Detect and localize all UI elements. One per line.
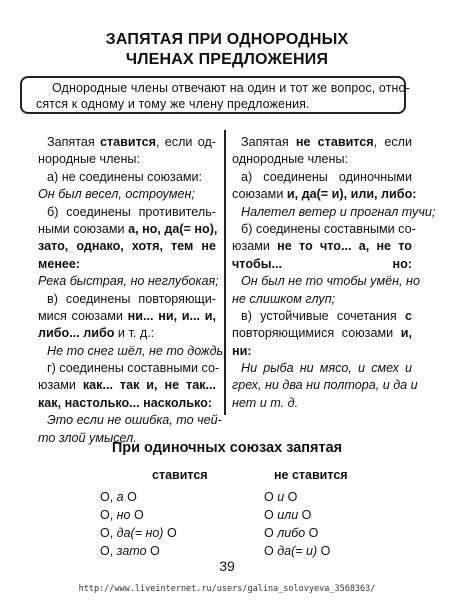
rule-text-line: менее: [38, 256, 81, 271]
rule-text-line: ными союзами а, но, да(= но), [38, 221, 218, 236]
comma-required-header: ставится [152, 468, 208, 482]
pattern-item: О, зато О [100, 544, 160, 558]
rule-text-line: г) соединены составными со- [47, 361, 220, 376]
comma-required-column [38, 134, 227, 447]
example-line: Не то снег шёл, не то дождь; [47, 343, 227, 358]
rule-text-line: зато, однако, хотя, тем не [38, 239, 216, 254]
rule-text-line: либо... либо и т. д.: [38, 326, 155, 341]
page-title-line-2: ЧЛЕНАХ ПРЕДЛОЖЕНИЯ [125, 51, 329, 68]
example-line: не слишком глуп; [232, 291, 336, 306]
rule-text-line: а) соединены одиночными [241, 169, 412, 184]
pattern-item: О да(= и) О [264, 544, 331, 558]
example-line: то злой умысел. [38, 430, 137, 445]
example-line: нет и т. д. [232, 395, 299, 410]
pattern-item: О или О [264, 508, 312, 522]
example-line: Река быстрая, но неглубокая; [38, 274, 219, 289]
comma-required-pattern-list [100, 488, 177, 560]
example-line: Налетел ветер и прогнал тучи; [241, 204, 436, 219]
column-divider [224, 130, 226, 415]
rule-text-line: а) не соединены союзами: [47, 169, 203, 184]
comma-not-required-column [232, 134, 436, 412]
pattern-item: О и О [264, 490, 298, 504]
definition-box [20, 76, 410, 114]
rule-text-line: однородные члены: [232, 152, 349, 167]
example-line: Это если не ошибка, то чей- [47, 413, 222, 428]
rule-text-line: как, настолько... насколько: [38, 395, 213, 410]
comma-not-required-pattern-list [264, 488, 330, 560]
rule-text-line: нородные члены: [38, 152, 140, 167]
example-line: грех, ни два ни полтора, и да и [232, 378, 418, 393]
page-number: 39 [219, 558, 235, 574]
pattern-item: О либо О [264, 526, 319, 540]
pattern-item: О, а О [100, 490, 137, 504]
rule-text-line: б) соединены противитель- [47, 204, 216, 219]
example-line: Ни рыба ни мясо, и смех и [241, 361, 412, 376]
rule-text-line: Запятая не ставится, если [241, 135, 413, 149]
rule-text-line: в) соединены повторяющи- [47, 291, 216, 306]
comma-not-required-header: не ставится [274, 468, 348, 482]
page-title-line-1: ЗАПЯТАЯ ПРИ ОДНОРОДНЫХ [105, 31, 349, 48]
rule-text-line: в) устойчивые сочетания с [241, 308, 412, 323]
definition-line-1: Однородные члены отвечают на один и тот же вопрос, отно- [52, 81, 410, 95]
single-conjunction-title: При одиночных союзах запятая [111, 440, 343, 456]
rule-text-line: ни: [232, 343, 252, 358]
rule-text-line: юзами как... так и, не так... [38, 378, 216, 393]
pattern-item: О, да(= но) О [100, 526, 177, 540]
example-line: Он был не то чтобы умён, но [241, 274, 420, 289]
rule-text-line: повторяющимися союзами и, [232, 326, 412, 341]
rule-text-line: Запятая ставится, если од- [47, 135, 217, 149]
rule-text-line: юзами не то что... а, не то чтобы... но: [232, 239, 412, 271]
page-title [0, 30, 454, 70]
rule-text-line: союзами и, да(= и), или, либо: [232, 187, 417, 202]
example-line: Он был весел, остроумен; [38, 187, 195, 202]
definition-line-2: сятся к одному и тому же члену предложения. [36, 97, 310, 111]
source-url-watermark: http://www.liveinternet.ru/users/galina_solovyeva_3568363/ [78, 584, 376, 594]
rule-text-line: мися союзами ни... ни, и... и, [38, 308, 217, 323]
pattern-item: О, но О [100, 508, 144, 522]
rule-text-line: б) соединены составными со- [241, 221, 416, 236]
